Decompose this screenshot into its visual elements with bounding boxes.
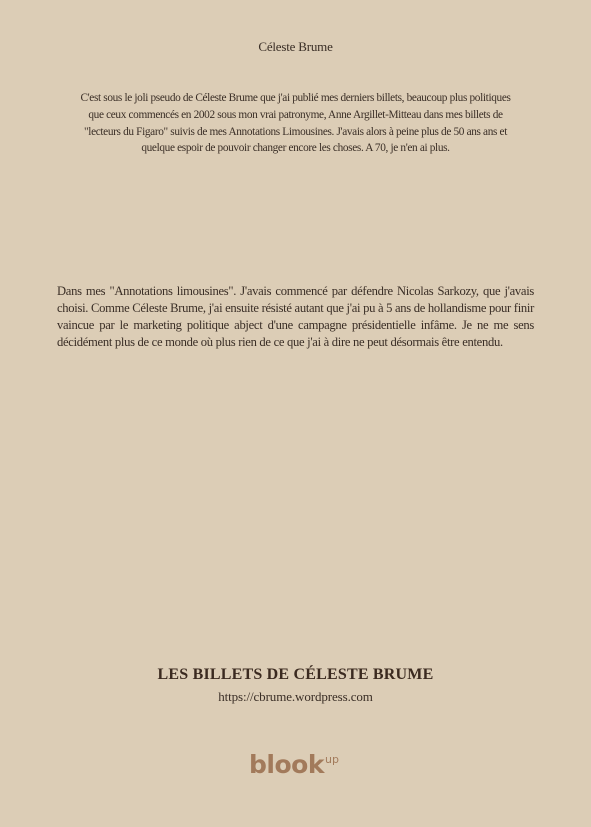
body-paragraph: Dans mes "Annotations limousines". J'avais commencé par défendre Nicolas Sarkozy, que j'avais choisi. Comme Céleste Brume, j'ai ensuite résisté autant que j'ai pu à 5 ans de hollandisme pour finir vaincue par le marketing politique abject d'une campagne présidentielle infâme. Je ne me sens décidément plus de ce monde où plus rien de ce que j'ai à dire ne peut désormais être entendu. <box>57 284 534 349</box>
author-name: Céleste Brume <box>258 39 333 54</box>
collection-url: https://cbrume.wordpress.com <box>218 689 373 704</box>
publisher-logo-wordmark: blook <box>249 750 324 779</box>
collection-title: LES BILLETS DE CÉLESTE BRUME <box>157 666 434 683</box>
publisher-logo <box>249 750 343 784</box>
intro-paragraph: C'est sous le joli pseudo de Céleste Brume que j'ai publié mes derniers billets, beaucoup plus politiques que ceux commencés en 2002 sous mon vrai patronyme, Anne Argillet-Mitteau dans mes billets de "lecteurs du Figaro" suivis de mes Annotations Limousines. J'avais alors à peine plus de 50 ans ans et quelque espoir de pouvoir changer encore les choses. A 70, je n'en ai plus. <box>80 92 511 155</box>
publisher-logo-superscript: up <box>325 753 339 766</box>
